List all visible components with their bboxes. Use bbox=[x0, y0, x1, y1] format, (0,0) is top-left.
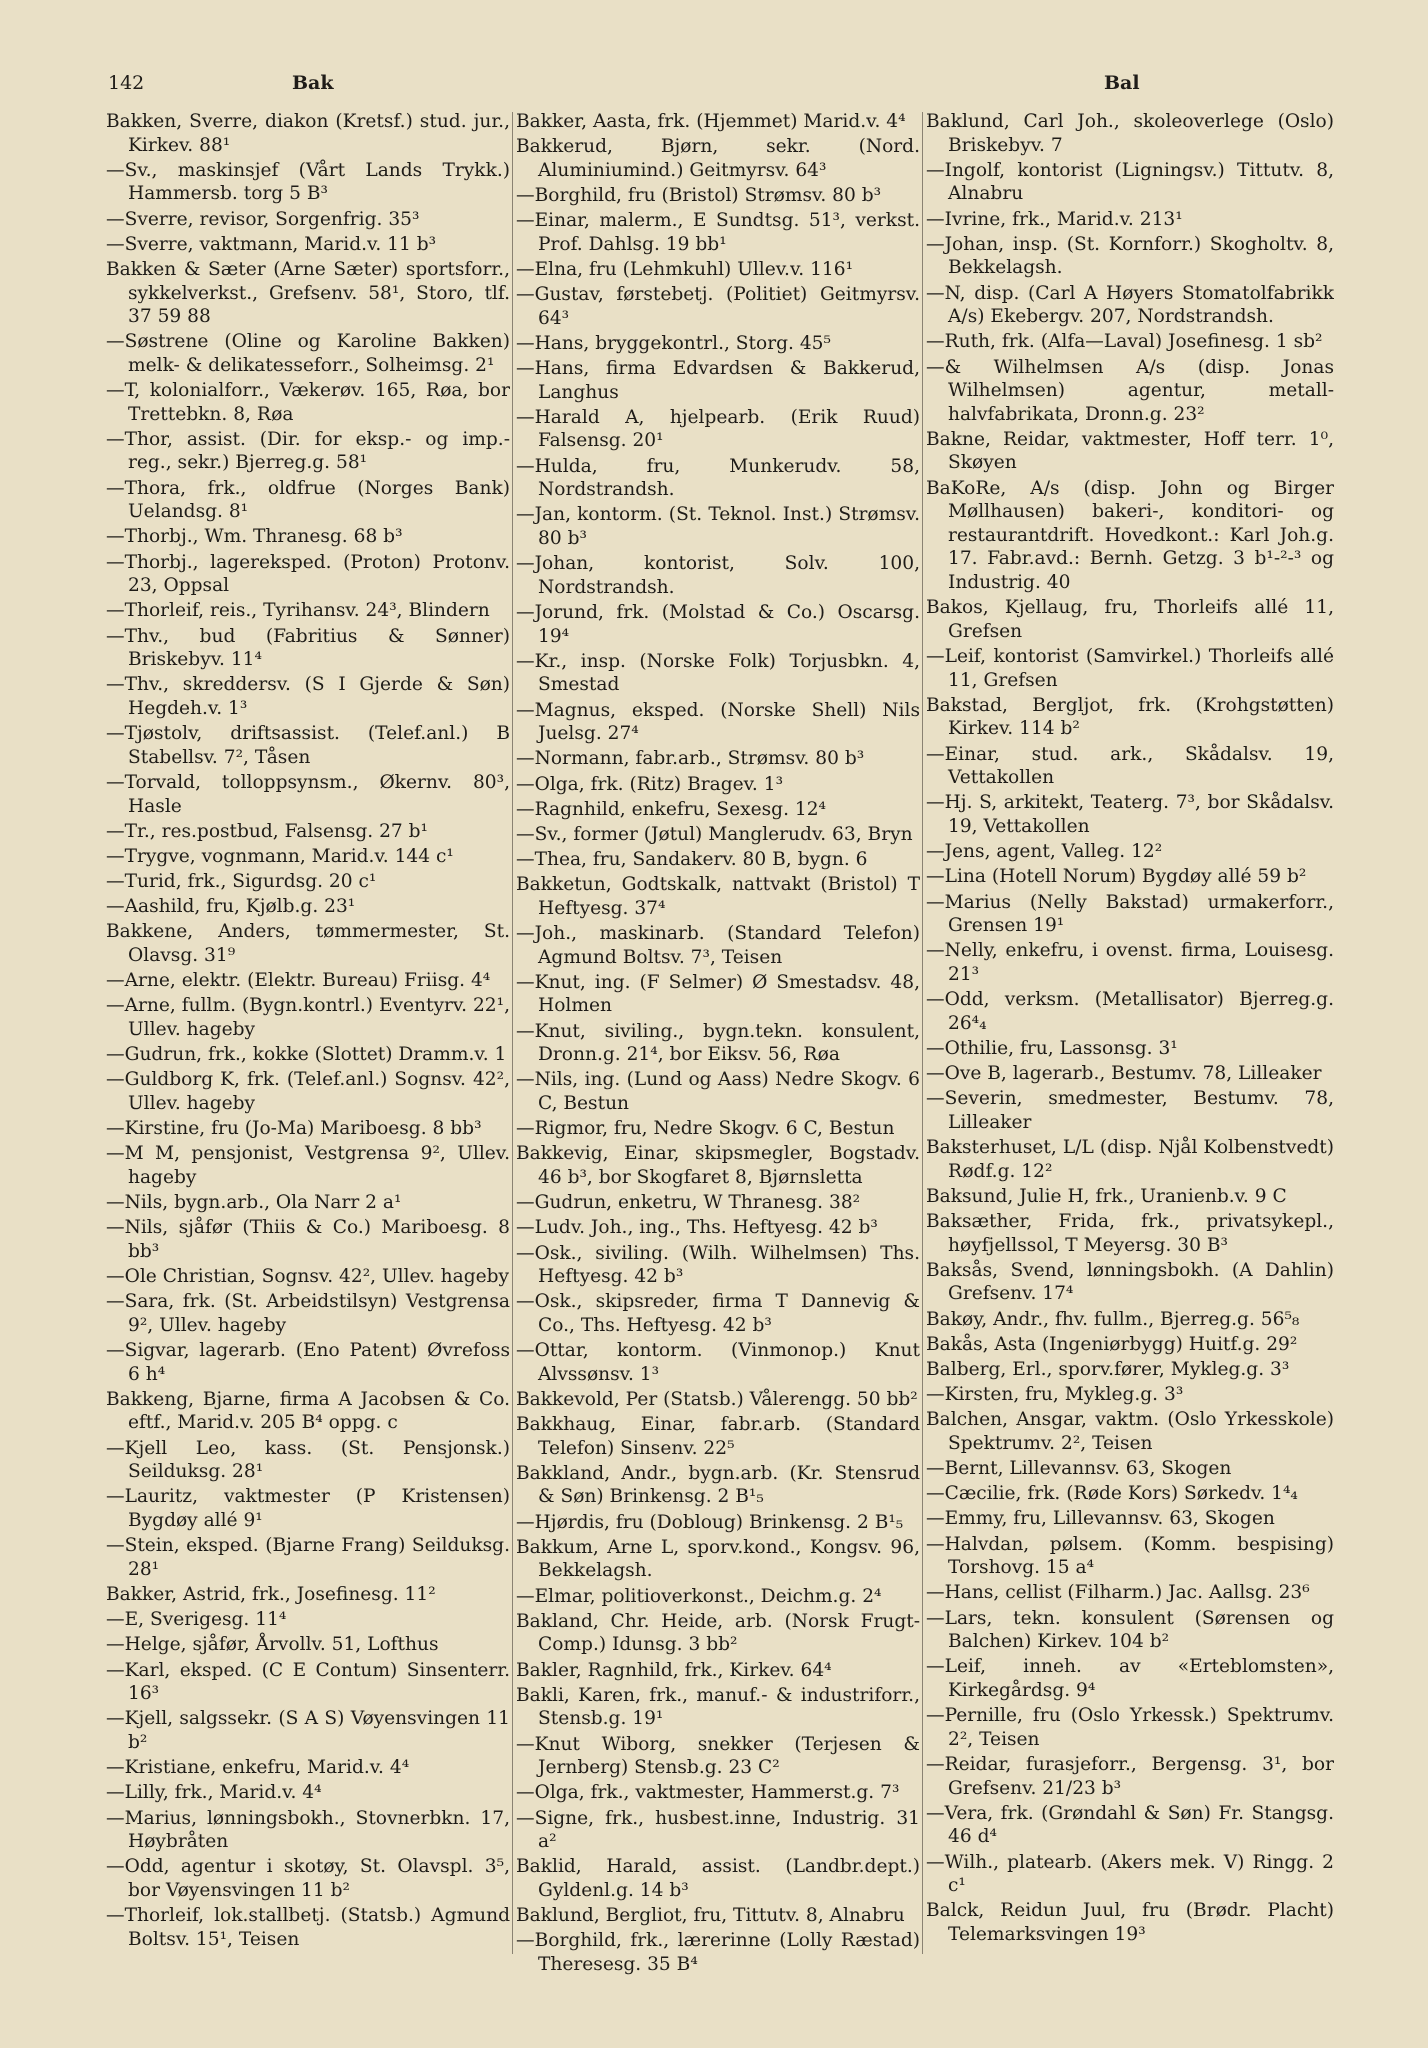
directory-entry: Bakler, Ragnhild, frk., Kirkev. 64⁴ bbox=[516, 1659, 832, 1681]
directory-entry: —Tr., res.postbud, Falsensg. 27 b¹ bbox=[106, 820, 429, 842]
directory-entry: —Stein, eksped. (Bjarne Frang) Seilduksg. 28¹ bbox=[106, 1535, 510, 1580]
directory-entry: —Othilie, fru, Lassonsg. 3¹ bbox=[926, 1037, 1178, 1059]
directory-entry: Baklund, Carl Joh., skoleoverlege (Oslo) Briskebyv. 7 bbox=[926, 111, 1334, 156]
directory-entry: Bakli, Karen, frk., manuf.- & industriforr., Stensb.g. 19¹ bbox=[516, 1684, 920, 1730]
directory-entry: —Thea, fru, Sandakerv. 80 B, bygn. 6 bbox=[516, 849, 868, 871]
directory-entry: —Gudrun, enketru, W Thranesg. 38² bbox=[516, 1192, 861, 1214]
directory-entry: Bakås, Asta (Ingeniørbygg) Huitf.g. 29² bbox=[926, 1333, 1298, 1355]
directory-entry: —Odd, verksm. (Metallisator) Bjerreg.g. 26⁴₄ bbox=[926, 989, 1334, 1034]
directory-entry: —Trygve, vognmann, Marid.v. 144 c¹ bbox=[106, 845, 454, 867]
directory-entry: —Knut, siviling., bygn.tekn. konsulent, Dronn.g. 21⁴, bor Eiksv. 56, Røa bbox=[516, 1020, 920, 1066]
directory-entry: Baksås, Svend, lønningsbokh. (A Dahlin) Grefsenv. 17⁴ bbox=[926, 1259, 1334, 1305]
directory-entry: —Lilly, frk., Marid.v. 4⁴ bbox=[106, 1782, 322, 1804]
directory-entry: —Hans, cellist (Filharm.) Jac. Aallsg. 23⁶ bbox=[926, 1582, 1310, 1604]
directory-entry: Bakkland, Andr., bygn.arb. (Kr. Stensrud & Søn) Brinkensg. 2 B¹₅ bbox=[516, 1462, 920, 1508]
right-guide-word: Bal bbox=[1104, 72, 1140, 94]
directory-entry: Baksæther, Frida, frk., privatsykepl., høyfjellssol, T Meyersg. 30 B³ bbox=[926, 1210, 1334, 1256]
directory-entry: —Einar, malerm., E Sundtsg. 51³, verkst. Prof. Dahlsg. 19 bb¹ bbox=[516, 210, 920, 255]
directory-entry: —Sara, frk. (St. Arbeidstilsyn) Vestgrensa 9², Ullev. hageby bbox=[106, 1291, 510, 1336]
directory-entry: —Kirsten, fru, Mykleg.g. 3³ bbox=[926, 1384, 1184, 1406]
directory-entry: —& Wilhelmsen A/s (disp. Jonas Wilhelmsen) agentur, metall-halvfabrikata, Dronn.g. 23² bbox=[926, 356, 1334, 425]
directory-entry: —Einar, stud. ark., Skådalsv. 19, Vettakollen bbox=[926, 743, 1334, 789]
directory-entry: —Torvald, tolloppsynsm., Økernv. 80³, Hasle bbox=[106, 771, 510, 817]
directory-entry: —Helge, sjåfør, Årvollv. 51, Lofthus bbox=[106, 1634, 439, 1656]
directory-entry: Baksterhuset, L/L (disp. Njål Kolbenstvedt) Rødf.g. 12² bbox=[926, 1137, 1334, 1182]
directory-column-1 bbox=[106, 110, 510, 2030]
directory-entry: Bakland, Chr. Heide, arb. (Norsk Frugt-Comp.) Idunsg. 3 bb² bbox=[516, 1610, 920, 1656]
directory-entry: —Borghild, frk., lærerinne (Lolly Ræstad) Theresesg. 35 B⁴ bbox=[516, 1930, 920, 1975]
directory-entry: Bakkene, Anders, tømmermester, St. Olavsg. 31⁹ bbox=[106, 921, 510, 967]
directory-entry: —Olga, frk., vaktmester, Hammerst.g. 7³ bbox=[516, 1782, 900, 1804]
directory-entry: —Cæcilie, frk. (Røde Kors) Sørkedv. 1⁴₄ bbox=[926, 1483, 1298, 1505]
directory-entry: Baklid, Harald, assist. (Landbr.dept.) Gyldenl.g. 14 b³ bbox=[516, 1856, 920, 1901]
directory-entry: —Knut, ing. (F Selmer) Ø Smestadsv. 48, Holmen bbox=[516, 971, 920, 1017]
directory-entry: —Magnus, eksped. (Norske Shell) Nils Juelsg. 27⁴ bbox=[516, 699, 920, 745]
directory-entry: Bakkevold, Per (Statsb.) Vålerengg. 50 bb² bbox=[516, 1388, 918, 1410]
directory-entry: —Thora, frk., oldfrue (Norges Bank) Uelandsg. 8¹ bbox=[106, 477, 510, 523]
directory-entry: —Harald A, hjelpearb. (Erik Ruud) Falsensg. 20¹ bbox=[516, 406, 920, 452]
directory-entry: Bakkerud, Bjørn, sekr. (Nord. Aluminiumind.) Geitmyrsv. 64³ bbox=[516, 136, 920, 181]
directory-entry: —Ove B, lagerarb., Bestumv. 78, Lilleaker bbox=[926, 1063, 1322, 1085]
directory-entry: —Leif, inneh. av «Erteblomsten», Kirkegårdsg. 9⁴ bbox=[926, 1656, 1334, 1701]
directory-entry: —Søstrene (Oline og Karoline Bakken) melk- & delikatesseforr., Solheimsg. 2¹ bbox=[106, 331, 510, 376]
directory-entry: —Sigvar, lagerarb. (Eno Patent) Øvrefoss 6 h⁴ bbox=[106, 1340, 510, 1385]
directory-entry: —Olga, frk. (Ritz) Bragev. 1³ bbox=[516, 773, 784, 795]
directory-entry: —Ludv. Joh., ing., Ths. Heftyesg. 42 b³ bbox=[516, 1217, 878, 1239]
directory-entry: —Ragnhild, enkefru, Sexesg. 12⁴ bbox=[516, 798, 827, 820]
directory-entry: —Arne, elektr. (Elektr. Bureau) Friisg. 4⁴ bbox=[106, 970, 491, 992]
directory-entry: —Odd, agentur i skotøy, St. Olavspl. 3⁵, bor Vøyensvingen 11 b² bbox=[106, 1856, 510, 1901]
directory-entry: —Hans, firma Edvardsen & Bakkerud, Langhus bbox=[516, 358, 920, 403]
directory-entry: Baksund, Julie H, frk., Uranienb.v. 9 C bbox=[926, 1185, 1287, 1207]
directory-entry: —Sverre, revisor, Sorgenfrig. 35³ bbox=[106, 208, 420, 230]
directory-entry: —Hj. S, arkitekt, Teaterg. 7³, bor Skådalsv. 19, Vettakollen bbox=[926, 792, 1334, 837]
directory-entry: —Elmar, politioverkonst., Deichm.g. 2⁴ bbox=[516, 1585, 882, 1607]
directory-entry: —Reidar, furasjeforr., Bergensg. 3¹, bor Grefsenv. 21/23 b³ bbox=[926, 1753, 1334, 1799]
directory-entry: —Aashild, fru, Kjølb.g. 23¹ bbox=[106, 896, 356, 918]
directory-entry: —Severin, smedmester, Bestumv. 78, Lilleaker bbox=[926, 1088, 1334, 1133]
directory-entry: —Ruth, frk. (Alfa—Laval) Josefinesg. 1 sb² bbox=[926, 331, 1323, 353]
directory-entry: Bakkum, Arne L, sporv.kond., Kongsv. 96, Bekkelagsh. bbox=[516, 1536, 920, 1582]
directory-entry: —Nils, ing. (Lund og Aass) Nedre Skogv. 6 C, Bestun bbox=[516, 1069, 920, 1114]
directory-entry: —Hulda, fru, Munkerudv. 58, Nordstrandsh. bbox=[516, 455, 920, 501]
directory-entry: —Karl, eksped. (C E Contum) Sinsenterr. 16³ bbox=[106, 1659, 510, 1705]
directory-entry: —Knut Wiborg, snekker (Terjesen & Jernberg) Stensb.g. 23 C² bbox=[516, 1733, 920, 1779]
directory-entry: —E, Sverigesg. 11⁴ bbox=[106, 1609, 287, 1631]
directory-entry: —Kristiane, enkefru, Marid.v. 4⁴ bbox=[106, 1757, 410, 1779]
directory-entry: —Marius, lønningsbokh., Stovnerbkn. 17, Høybråten bbox=[106, 1807, 510, 1853]
directory-entry: —Hans, bryggekontrl., Storg. 45⁵ bbox=[516, 332, 831, 354]
left-guide-word: Bak bbox=[292, 72, 334, 94]
directory-entry: —N, disp. (Carl A Høyers Stomatolfabrikk A/s) Ekebergv. 207, Nordstrandsh. bbox=[926, 282, 1334, 328]
directory-entry: Bakkhaug, Einar, fabr.arb. (Standard Telefon) Sinsenv. 22⁵ bbox=[516, 1414, 920, 1459]
directory-entry: —Lars, tekn. konsulent (Sørensen og Balchen) Kirkev. 104 b² bbox=[926, 1607, 1334, 1653]
directory-entry: —Jens, agent, Valleg. 12² bbox=[926, 841, 1163, 863]
directory-entry: —T, kolonialforr., Vækerøv. 165, Røa, bor Trettebkn. 8, Røa bbox=[106, 380, 510, 425]
directory-entry: —Nils, bygn.arb., Ola Narr 2 a¹ bbox=[106, 1192, 402, 1214]
directory-entry: —Ole Christian, Sognsv. 42², Ullev. hageby bbox=[106, 1266, 510, 1288]
directory-entry: Balck, Reidun Juul, fru (Brødr. Placht) Telemarksvingen 19³ bbox=[926, 1900, 1334, 1945]
column-divider bbox=[922, 112, 923, 1954]
directory-entry: —Elna, fru (Lehmkuhl) Ullev.v. 116¹ bbox=[516, 258, 854, 280]
directory-entry: —Nils, sjåfør (Thiis & Co.) Mariboesg. 8 bb³ bbox=[106, 1217, 510, 1262]
directory-entry: —Borghild, fru (Bristol) Strømsv. 80 b³ bbox=[516, 184, 882, 206]
page-header bbox=[108, 68, 1368, 100]
directory-entry: —Tjøstolv, driftsassist. (Telef.anl.) B Stabellsv. 7², Tåsen bbox=[106, 723, 510, 768]
directory-entry: Bakos, Kjellaug, fru, Thorleifs allé 11, Grefsen bbox=[926, 597, 1334, 642]
directory-entry: Bakker, Astrid, frk., Josefinesg. 11² bbox=[106, 1584, 436, 1605]
directory-entry: —Sverre, vaktmann, Marid.v. 11 b³ bbox=[106, 233, 437, 255]
directory-entry: Bakstad, Bergljot, frk. (Krohgstøtten) Kirkev. 114 b² bbox=[926, 694, 1334, 740]
directory-entry: —Jorund, frk. (Molstad & Co.) Oscarsg. 19⁴ bbox=[516, 602, 920, 647]
directory-entry: —Wilh., platearb. (Akers mek. V) Ringg. 2 c¹ bbox=[926, 1851, 1334, 1897]
directory-entry: —Johan, kontorist, Solv. 100, Nordstrandsh. bbox=[516, 553, 920, 598]
directory-entry: —Jan, kontorm. (St. Teknol. Inst.) Strømsv. 80 b³ bbox=[516, 504, 920, 550]
directory-entry: —Pernille, fru (Oslo Yrkessk.) Spektrumv. 2², Teisen bbox=[926, 1705, 1334, 1750]
directory-entry: —Hjørdis, fru (Dobloug) Brinkensg. 2 B¹₅ bbox=[516, 1511, 904, 1533]
directory-entry: —Joh., maskinarb. (Standard Telefon) Agmund Boltsv. 7³, Teisen bbox=[516, 923, 920, 968]
directory-entry: Bakkeng, Bjarne, firma A Jacobsen & Co. eftf., Marid.v. 205 B⁴ oppg. c bbox=[106, 1388, 510, 1434]
directory-entry: Bakken & Sæter (Arne Sæter) sportsforr., sykkelverkst., Grefsenv. 58¹, Storo, tlf. 37 59 88 bbox=[106, 258, 510, 328]
directory-entry: —Lauritz, vaktmester (P Kristensen) Bygdøy allé 9¹ bbox=[106, 1486, 510, 1532]
directory-entry: Balberg, Erl., sporv.fører, Mykleg.g. 3³ bbox=[926, 1358, 1290, 1380]
directory-entry: —Ottar, kontorm. (Vinmonop.) Knut Alvssønsv. 1³ bbox=[516, 1340, 920, 1385]
directory-column-2 bbox=[516, 110, 920, 2030]
directory-entry: —Johan, insp. (St. Kornforr.) Skogholtv. 8, Bekkelagsh. bbox=[926, 233, 1334, 279]
directory-entry: Balchen, Ansgar, vaktm. (Oslo Yrkesskole) Spektrumv. 2², Teisen bbox=[926, 1409, 1334, 1454]
directory-entry: —Arne, fullm. (Bygn.kontrl.) Eventyrv. 22¹, Ullev. hageby bbox=[106, 995, 510, 1041]
column-divider bbox=[512, 112, 513, 1954]
directory-entry: —Gudrun, frk., kokke (Slottet) Dramm.v. 1 bbox=[106, 1044, 507, 1066]
directory-entry: —Ivrine, frk., Marid.v. 213¹ bbox=[926, 208, 1183, 230]
directory-entry: Baklund, Bergliot, fru, Tittutv. 8, Alnabru bbox=[516, 1905, 905, 1927]
directory-entry: —Thor, assist. (Dir. for eksp.- og imp.- reg., sekr.) Bjerreg.g. 58¹ bbox=[106, 428, 510, 474]
directory-entry: —Kjell, salgssekr. (S A S) Vøyensvingen 11 b² bbox=[106, 1708, 510, 1753]
directory-entry: —Kirstine, fru (Jo-Ma) Mariboesg. 8 bb³ bbox=[106, 1118, 482, 1140]
directory-entry: —Halvdan, pølsem. (Komm. bespising) Torshovg. 15 a⁴ bbox=[926, 1533, 1334, 1579]
directory-entry: BaKoRe, A/s (disp. John og Birger Møllhausen) bakeri-, konditori- og restaurantdrift. Hovedkont.: Karl Joh.g. 17. Fabr.avd.: Bernh. Getzg. 3 b¹-²-³ og Industrig. 40 bbox=[926, 477, 1334, 594]
directory-column-3 bbox=[926, 110, 1334, 2030]
directory-entry: —Thorbj., Wm. Thranesg. 68 b³ bbox=[106, 526, 403, 548]
directory-entry: —Signe, frk., husbest.inne, Industrig. 31 a² bbox=[516, 1807, 920, 1853]
directory-entry: —Vera, frk. (Grøndahl & Søn) Fr. Stangsg. 46 d⁴ bbox=[926, 1802, 1334, 1848]
directory-entry: —Kjell Leo, kass. (St. Pensjonsk.) Seilduksg. 28¹ bbox=[106, 1437, 510, 1483]
directory-entry: Bakkevig, Einar, skipsmegler, Bogstadv. 46 b³, bor Skogfaret 8, Bjørnsletta bbox=[516, 1143, 920, 1188]
directory-entry: —Bernt, Lillevannsv. 63, Skogen bbox=[926, 1458, 1232, 1480]
directory-entry: —Sv., former (Jøtul) Manglerudv. 63, Bryn bbox=[516, 823, 913, 845]
directory-entry: —Nelly, enkefru, i ovenst. firma, Louisesg. 21³ bbox=[926, 940, 1334, 985]
directory-entry: —Leif, kontorist (Samvirkel.) Thorleifs allé 11, Grefsen bbox=[926, 646, 1334, 691]
directory-entry: —Gustav, førstebetj. (Politiet) Geitmyrsv. 64³ bbox=[516, 284, 920, 329]
directory-entry: —Emmy, fru, Lillevannsv. 63, Skogen bbox=[926, 1508, 1275, 1530]
directory-entry: —Thorleif, reis., Tyrihansv. 24³, Blindern bbox=[106, 600, 490, 622]
directory-entry: —Osk., siviling. (Wilh. Wilhelmsen) Ths. Heftyesg. 42 b³ bbox=[516, 1242, 920, 1288]
directory-entry: Bakker, Aasta, frk. (Hjemmet) Marid.v. 4⁴ bbox=[516, 111, 906, 132]
directory-entry: —Rigmor, fru, Nedre Skogv. 6 C, Bestun bbox=[516, 1118, 895, 1140]
directory-entry: Bakketun, Godtskalk, nattvakt (Bristol) T Heftyesg. 37⁴ bbox=[516, 874, 920, 919]
directory-entry: —Ingolf, kontorist (Ligningsv.) Tittutv. 8, Alnabru bbox=[926, 159, 1334, 205]
directory-entry: Bakøy, Andr., fhv. fullm., Bjerreg.g. 56⁵₈ bbox=[926, 1308, 1300, 1330]
directory-entry: —Thorbj., lagereksped. (Proton) Protonv. 23, Oppsal bbox=[106, 551, 510, 597]
directory-entry: —Kr., insp. (Norske Folk) Torjusbkn. 4, Smestad bbox=[516, 650, 920, 696]
directory-entry: —Osk., skipsreder, firma T Dannevig & Co., Ths. Heftyesg. 42 b³ bbox=[516, 1291, 920, 1336]
page-number: 142 bbox=[108, 72, 145, 94]
directory-entry: —Thorleif, lok.stallbetj. (Statsb.) Agmund Boltsv. 15¹, Teisen bbox=[106, 1905, 510, 1950]
directory-entry: —Lina (Hotell Norum) Bygdøy allé 59 b² bbox=[926, 866, 1307, 888]
directory-entry: —M M, pensjonist, Vestgrensa 9², Ullev. hageby bbox=[106, 1143, 510, 1188]
directory-entry: —Turid, frk., Sigurdsg. 20 c¹ bbox=[106, 871, 377, 893]
directory-entry: —Marius (Nelly Bakstad) urmakerforr., Grensen 19¹ bbox=[926, 891, 1334, 937]
directory-entry: —Sv., maskinsjef (Vårt Lands Trykk.) Hammersb. torg 5 B³ bbox=[106, 159, 510, 205]
directory-entry: Bakne, Reidar, vaktmester, Hoff terr. 1⁰, Skøyen bbox=[926, 428, 1334, 474]
directory-entry: Bakken, Sverre, diakon (Kretsf.) stud. jur., Kirkev. 88¹ bbox=[106, 111, 510, 156]
directory-entry: —Thv., bud (Fabritius & Sønner) Briskebyv. 11⁴ bbox=[106, 625, 510, 671]
directory-entry: —Normann, fabr.arb., Strømsv. 80 b³ bbox=[516, 748, 865, 770]
directory-entry: —Thv., skreddersv. (S I Gjerde & Søn) Hegdeh.v. 1³ bbox=[106, 674, 510, 719]
directory-entry: —Guldborg K, frk. (Telef.anl.) Sognsv. 42², Ullev. hageby bbox=[106, 1069, 510, 1114]
